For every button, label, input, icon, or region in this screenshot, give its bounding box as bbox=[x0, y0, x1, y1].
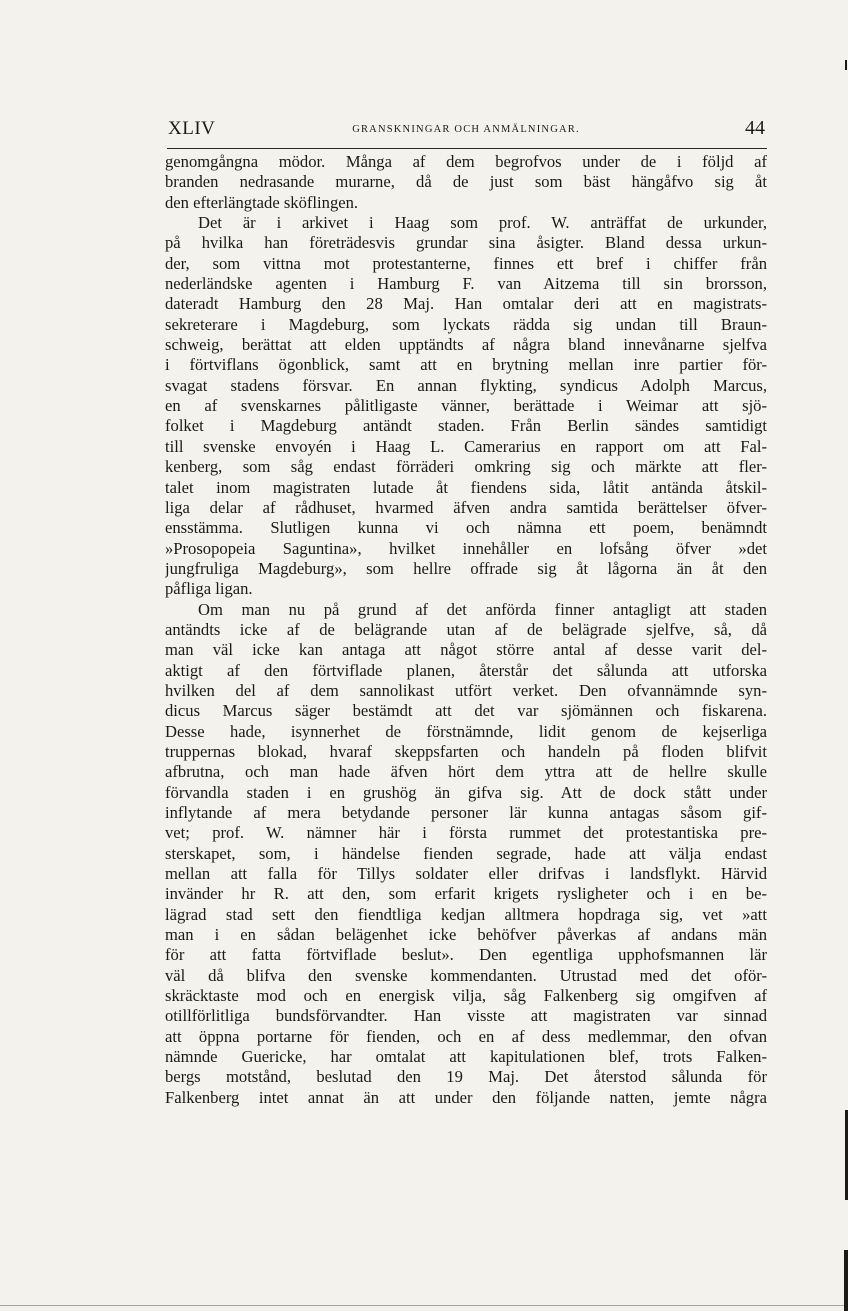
text-line: ensstämma. Slutligen kunna vi och nämna ett poem, benämndt bbox=[165, 518, 767, 538]
text-line: för att fatta förtviflade beslut». Den egentliga upphofsmannen lär bbox=[165, 945, 767, 965]
text-line: i förtviflans ögonblick, samt att en brytning mellan inre partier för- bbox=[165, 355, 767, 375]
text-line: talet inom magistraten lutade åt fiendens sida, låtit antända åtskil- bbox=[165, 477, 767, 497]
text-line: påfliga ligan. bbox=[165, 579, 253, 599]
text-line: folket i Magdeburg antändt staden. Från Berlin sändes samtidigt bbox=[165, 416, 767, 436]
text-line: den efterlängtade sköflingen. bbox=[165, 192, 359, 212]
text-line: man väl icke kan antaga att något större antal af desse varit del- bbox=[165, 640, 767, 660]
header-rule bbox=[167, 148, 767, 149]
text-line: der, som vittna mot protestanterne, finnes ett bref i chiffer från bbox=[165, 253, 767, 273]
text-line: förvandla staden i en grushög än gifva sig. Att de dock stått under bbox=[165, 782, 767, 802]
text-line: väl då blifva den svenske kommendanten. Utrustad med det oför- bbox=[165, 965, 767, 985]
text-line: afbrutna, och man hade äfven hört dem yttra att de hellre skulle bbox=[165, 762, 767, 782]
text-line: mellan att falla för Tillys soldater eller drifvas i landsflykt. Härvid bbox=[165, 864, 767, 884]
text-line: genomgångna mödor. Många af dem begrofvos under de i följd af bbox=[165, 152, 767, 171]
text-line: bergs motstånd, beslutad den 19 Maj. Det återstod sålunda för bbox=[165, 1067, 767, 1087]
text-line: en af svenskarnes pålitligaste vänner, berättade i Weimar att sjö- bbox=[165, 396, 767, 416]
text-line: Falkenberg intet annat än att under den följande natten, jemte några bbox=[165, 1087, 767, 1107]
text-line: nederländske agenten i Hamburg F. van Aitzema till sin brorsson, bbox=[165, 274, 767, 294]
text-line: antändts icke af de belägrande utan af de belägrade sjelfve, så, då bbox=[165, 619, 767, 639]
text-line: kenberg, som såg endast förräderi omkring sig och märkte att fler- bbox=[165, 457, 767, 477]
text-line: schweig, berättat att elden upptändts af några bland innevånarne sjelfva bbox=[165, 335, 767, 355]
text-line: skräcktaste mod och en energisk vilja, såg Falkenberg sig omgifven af bbox=[165, 986, 767, 1006]
text-line: truppernas blokad, hvaraf skeppsfarten och handeln på floden blifvit bbox=[165, 741, 767, 761]
page-number: 44 bbox=[745, 117, 765, 139]
text-line: aktigt af den förtviflade planen, återstår det sålunda att utforska bbox=[165, 660, 767, 680]
text-line: Om man nu på grund af det anförda finner antagligt att staden bbox=[198, 599, 767, 619]
page-roman-numeral: XLIV bbox=[168, 118, 216, 139]
text-line: på hvilka han företrädesvis grundar sina åsigter. Bland dessa urkun- bbox=[165, 233, 767, 253]
scan-edge-mark bbox=[844, 1250, 848, 1311]
text-line: branden nedrasande murarne, då de just som bäst hängåfvo sig åt bbox=[165, 172, 767, 192]
text-line: nämnde Guericke, har omtalat att kapitulationen blef, trots Falken- bbox=[165, 1047, 767, 1067]
text-line: Desse hade, isynnerhet de förstnämnde, lidit genom de kejserliga bbox=[165, 721, 767, 741]
text-line: sekreterare i Magdeburg, som lyckats rädda sig undan till Braun- bbox=[165, 314, 767, 334]
text-line: svagat stadens försvar. En annan flykting, syndicus Adolph Marcus, bbox=[165, 375, 767, 395]
body-text bbox=[165, 152, 767, 1108]
text-line: liga delar af rådhuset, hvarmed äfven andra samtida berättelser öfver- bbox=[165, 497, 767, 517]
text-line: Det är i arkivet i Haag som prof. W. anträffat de urkunder, bbox=[198, 213, 767, 233]
text-line: jungfruliga Magdeburg», som hellre offrade sig åt lågorna än åt den bbox=[165, 558, 767, 578]
scan-edge-mark bbox=[845, 60, 847, 70]
text-line: dicus Marcus säger bestämdt att det var sjömännen och fiskarena. bbox=[165, 701, 767, 721]
text-line: lägrad stad sett den fiendtliga kedjan alltmera hopdraga sig, vet »att bbox=[165, 904, 767, 924]
text-line: sterskapet, som, i händelse fienden segrade, hade att välja endast bbox=[165, 843, 767, 863]
scan-bottom-edge bbox=[0, 1305, 848, 1306]
running-title: GRANSKNINGAR OCH ANMÄLNINGAR. bbox=[352, 124, 580, 135]
text-line: hvilken del af dem sannolikast utfört verket. Den ofvannämnde syn- bbox=[165, 680, 767, 700]
text-line: inflytande af mera betydande personer lär kunna antagas såsom gif- bbox=[165, 803, 767, 822]
text-line: till svenske envoyén i Haag L. Camerarius en rapport om att Fal- bbox=[165, 436, 767, 456]
text-line: man i en sådan belägenhet icke behöfver påverkas af andans män bbox=[165, 925, 767, 945]
text-line: dateradt Hamburg den 28 Maj. Han omtalar deri att en magistrats- bbox=[165, 294, 767, 314]
text-line: vet; prof. W. nämner här i första rummet det protestantiska pre- bbox=[165, 823, 767, 843]
text-line: att öppna portarne för fienden, och en af dess medlemmar, den ofvan bbox=[165, 1026, 767, 1046]
text-line: otillförlitliga bundsförvandter. Han visste att magistraten var sinnad bbox=[165, 1006, 767, 1026]
text-line: »Prosopopeia Saguntina», hvilket innehåller en lofsång öfver »det bbox=[165, 538, 767, 558]
running-header bbox=[165, 116, 767, 142]
text-line: invänder hr R. att den, som erfarit krigets rysligheter och i en be- bbox=[165, 884, 767, 904]
